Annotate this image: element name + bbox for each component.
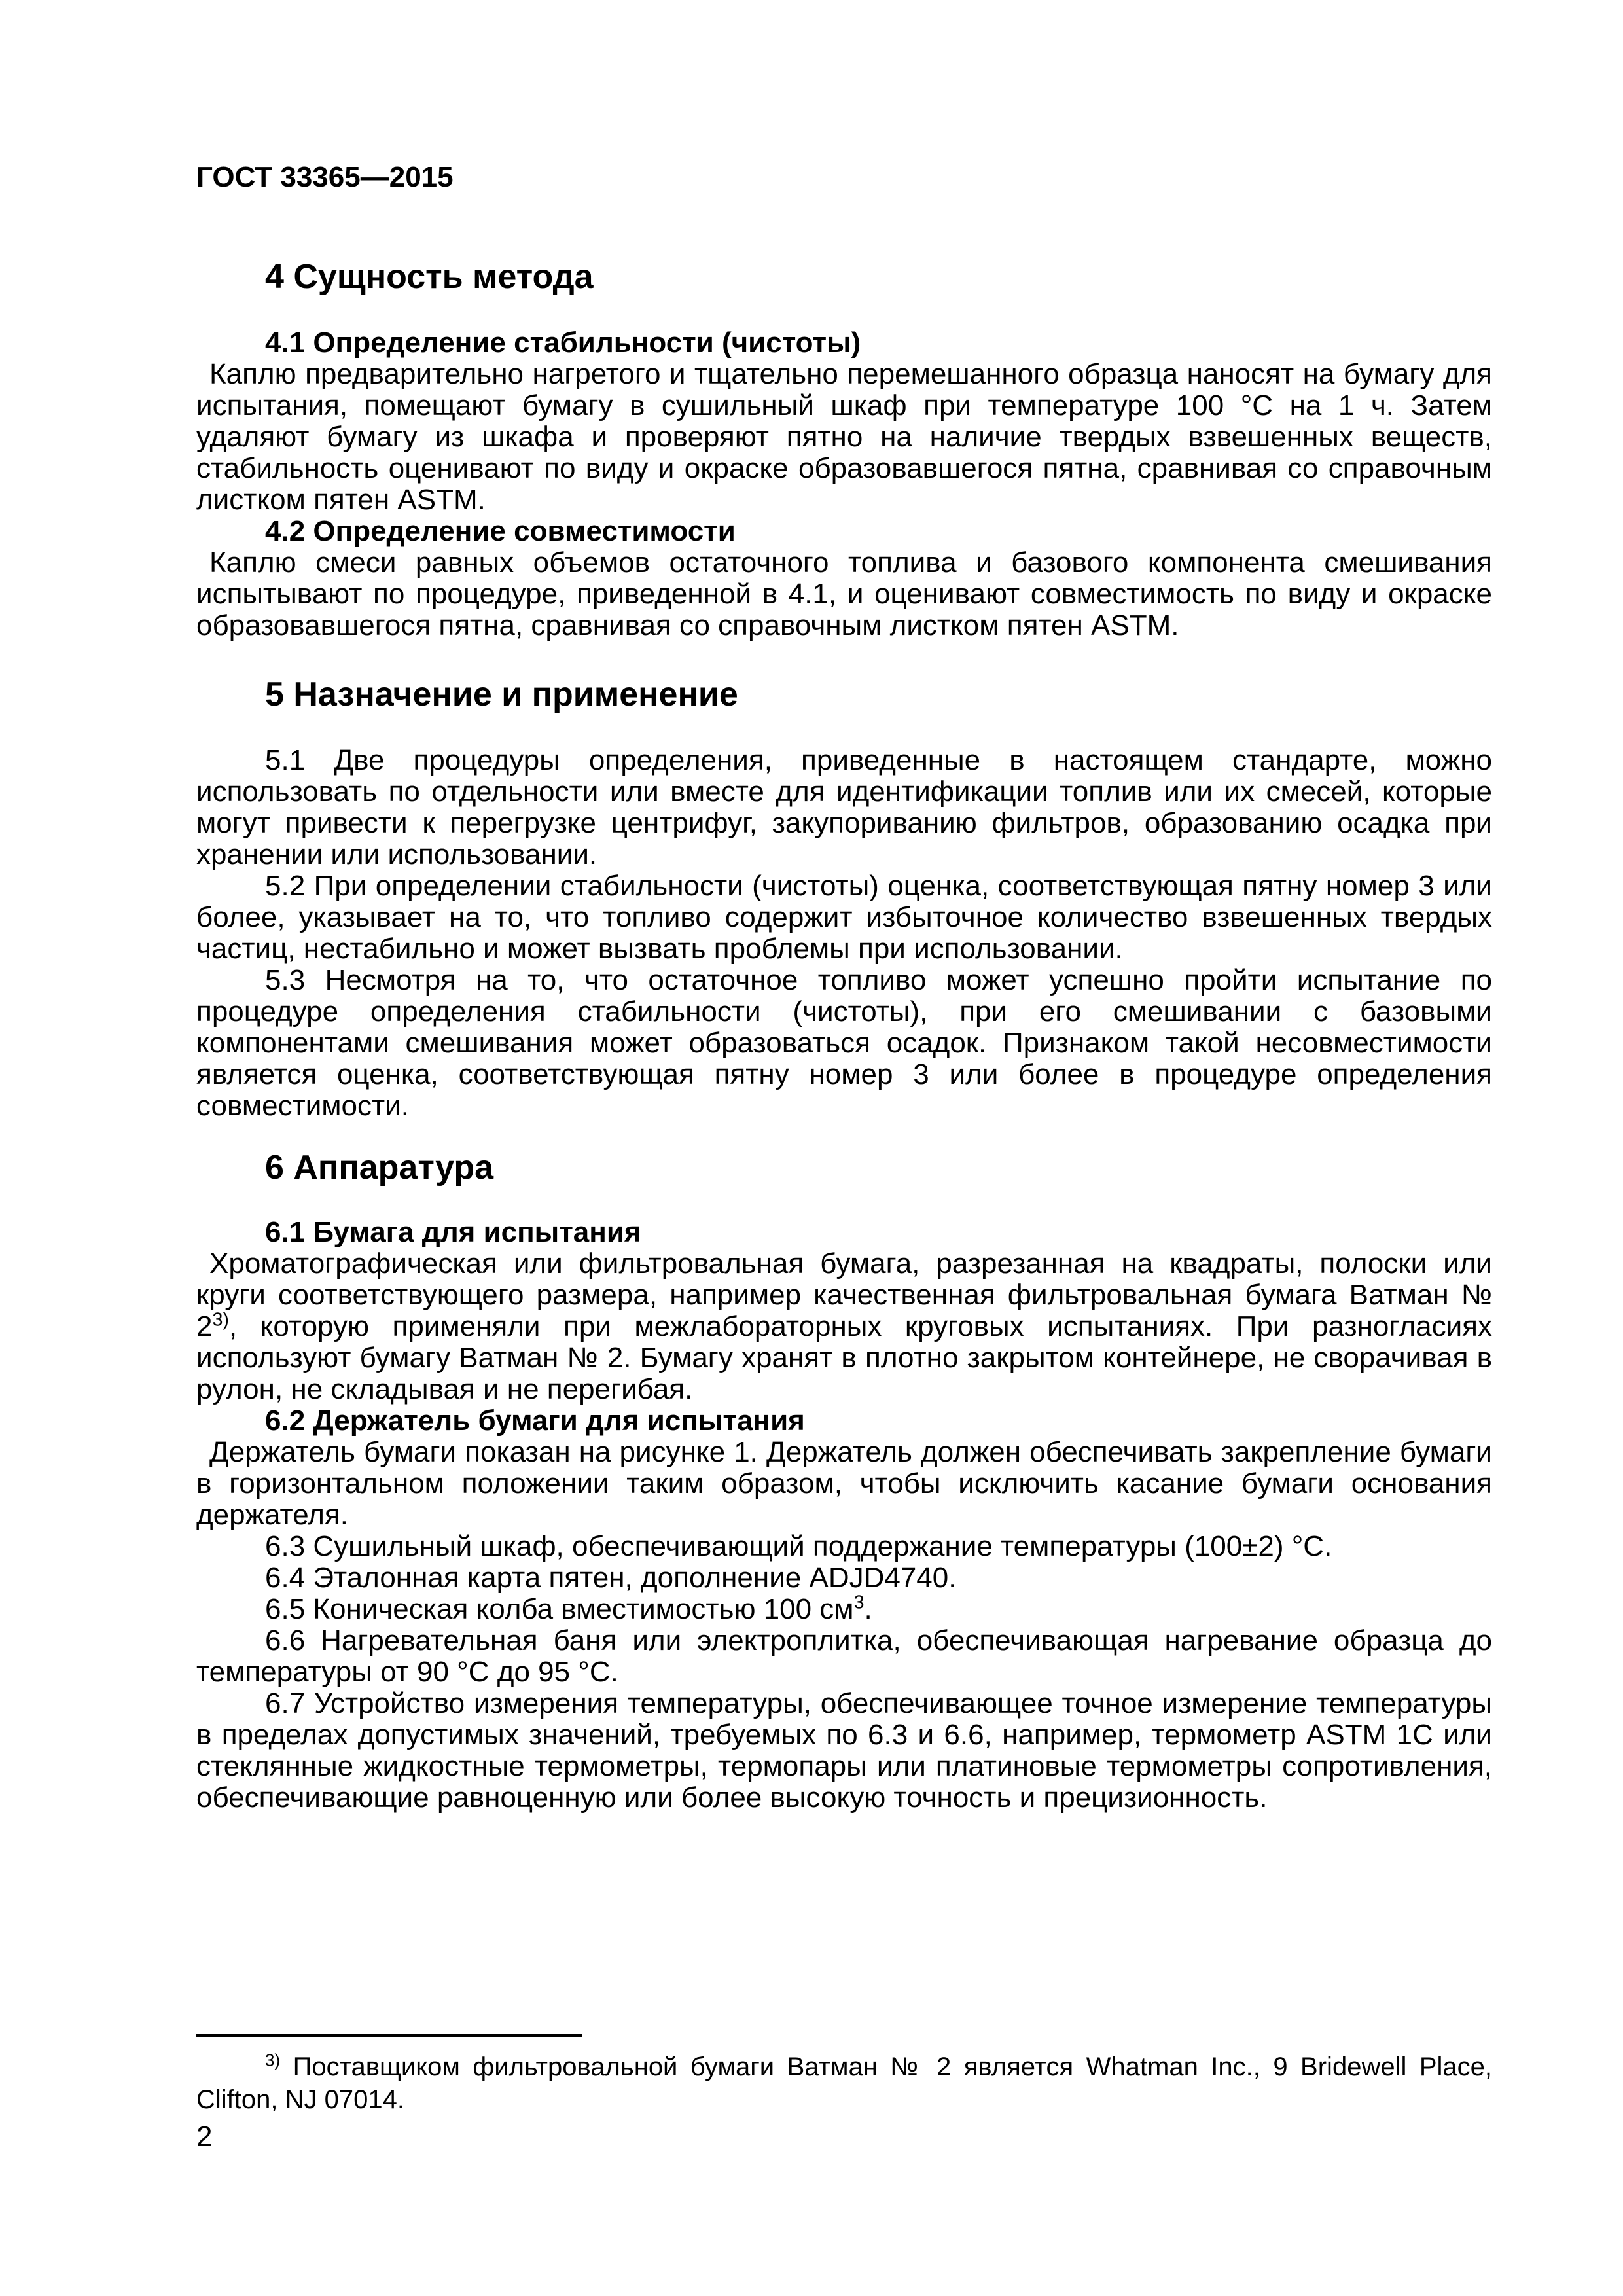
paragraph-6-5-text-cont: . — [864, 1593, 872, 1625]
document-content — [196, 162, 1492, 1814]
cubic-superscript: 3 — [853, 1592, 865, 1613]
document-code: ГОСТ 33365—2015 — [196, 161, 454, 193]
footnote-3 — [196, 2051, 1492, 2116]
paragraph-6-3: 6.3 Сушильный шкаф, обеспечивающий поддержание температуры (100±2) °С. — [265, 1530, 1332, 1562]
paragraph-4-1: Каплю предварительно нагретого и тщательно перемешанного образца наносят на бумагу для испытания, помещают бумагу в сушильный шкаф при температуре 100 °С на 1 ч. Затем удаляют бумагу из шкафа и проверяют пятно на наличие твердых взвешенных веществ, стабильность оценивают по виду и окраске образовавшегося пятна, сравнивая со справочным листком пятен ASTM. — [196, 358, 1492, 516]
paragraph-6-7: 6.7 Устройство измерения температуры, обеспечивающее точное измерение температуры в пределах допустимых значений, требуемых по 6.3 и 6.6, например, термометр ASTM 1С или стеклянные жидкостные термометры, термопары или платиновые термометры сопротивления, обеспечивающие равноценную или более высокую точность и прецизионность. — [196, 1687, 1492, 1814]
paragraph-6-1-text: Хроматографическая или фильтровальная бумага, разрезанная на квадраты, полоски или круги соответствующего размера, например качественная фильтровальная бумага Ватман № 2 — [196, 1247, 1492, 1342]
subheading-4-1: 4.1 Определение стабильности (чистоты) — [265, 327, 861, 359]
paragraph-5-2: 5.2 При определении стабильности (чистоты) оценка, соответствующая пятну номер 3 или более, указывает на то, что топливо содержит избыточное количество взвешенных твердых частиц, нестабильно и может вызвать проблемы при использовании. — [196, 870, 1492, 965]
page-number: 2 — [196, 2121, 213, 2153]
footnote-3-text: Поставщиком фильтровальной бумаги Ватман № 2 является Whatman Inc., 9 Bridewell Place, Clifton, NJ 07014. — [196, 2053, 1492, 2114]
paragraph-6-4: 6.4 Эталонная карта пятен, дополнение ADJD4740. — [265, 1562, 957, 1594]
footnote-area — [196, 2034, 1492, 2153]
footnote-3-marker: 3) — [265, 2050, 281, 2070]
paragraph-6-1 — [196, 1248, 1492, 1405]
subheading-6-1: 6.1 Бумага для испытания — [265, 1216, 641, 1248]
footnote-3-reference: 3) — [212, 1309, 229, 1331]
paragraph-6-2: Держатель бумаги показан на рисунке 1. Держатель должен обеспечивать закрепление бумаги в горизонтальном положении таким образом, чтобы исключить касание бумаги основания держателя. — [196, 1436, 1492, 1531]
section-6-heading: 6 Аппаратура — [265, 1149, 494, 1187]
paragraph-5-3: 5.3 Несмотря на то, что остаточное топливо может успешно пройти испытание по процедуре определения стабильности (чистоты), при его смешивании с базовыми компонентами смешивания может образоваться осадок. Признаком такой несовместимости является оценка, соответствующая пятну номер 3 или более в процедуре определения совместимости. — [196, 964, 1492, 1122]
paragraph-4-2: Каплю смеси равных объемов остаточного топлива и базового компонента смешивания испытывают по процедуре, приведенной в 4.1, и оценивают совместимость по виду и окраске образовавшегося пятна, сравнивая со справочным листком пятен ASTM. — [196, 547, 1492, 641]
paragraph-6-5 — [196, 1594, 1492, 1625]
section-5-heading: 5 Назначение и применение — [265, 675, 738, 713]
paragraph-6-6: 6.6 Нагревательная баня или электроплитка, обеспечивающая нагревание образца до температуры от 90 °С до 95 °С. — [196, 1624, 1492, 1688]
subheading-4-2: 4.2 Определение совместимости — [265, 515, 736, 547]
subheading-6-2: 6.2 Держатель бумаги для испытания — [265, 1405, 805, 1437]
paragraph-5-1: 5.1 Две процедуры определения, приведенные в настоящем стандарте, можно использовать по отдельности или вместе для идентификации топлив или их смесей, которые могут привести к перегрузке центрифуг, закупориванию фильтров, образованию осадка при хранении или использовании. — [196, 744, 1492, 870]
footnote-divider — [196, 2034, 582, 2037]
paragraph-6-1-text-cont: , которую применяли при межлабораторных круговых испытаниях. При разногласиях используют бумагу Ватман № 2. Бумагу хранят в плотно закрытом контейнере, не сворачивая в рулон, не складывая и не перегибая. — [196, 1310, 1492, 1405]
section-4-heading: 4 Сущность метода — [265, 258, 594, 296]
paragraph-6-5-text: 6.5 Коническая колба вместимостью 100 см — [265, 1593, 854, 1625]
